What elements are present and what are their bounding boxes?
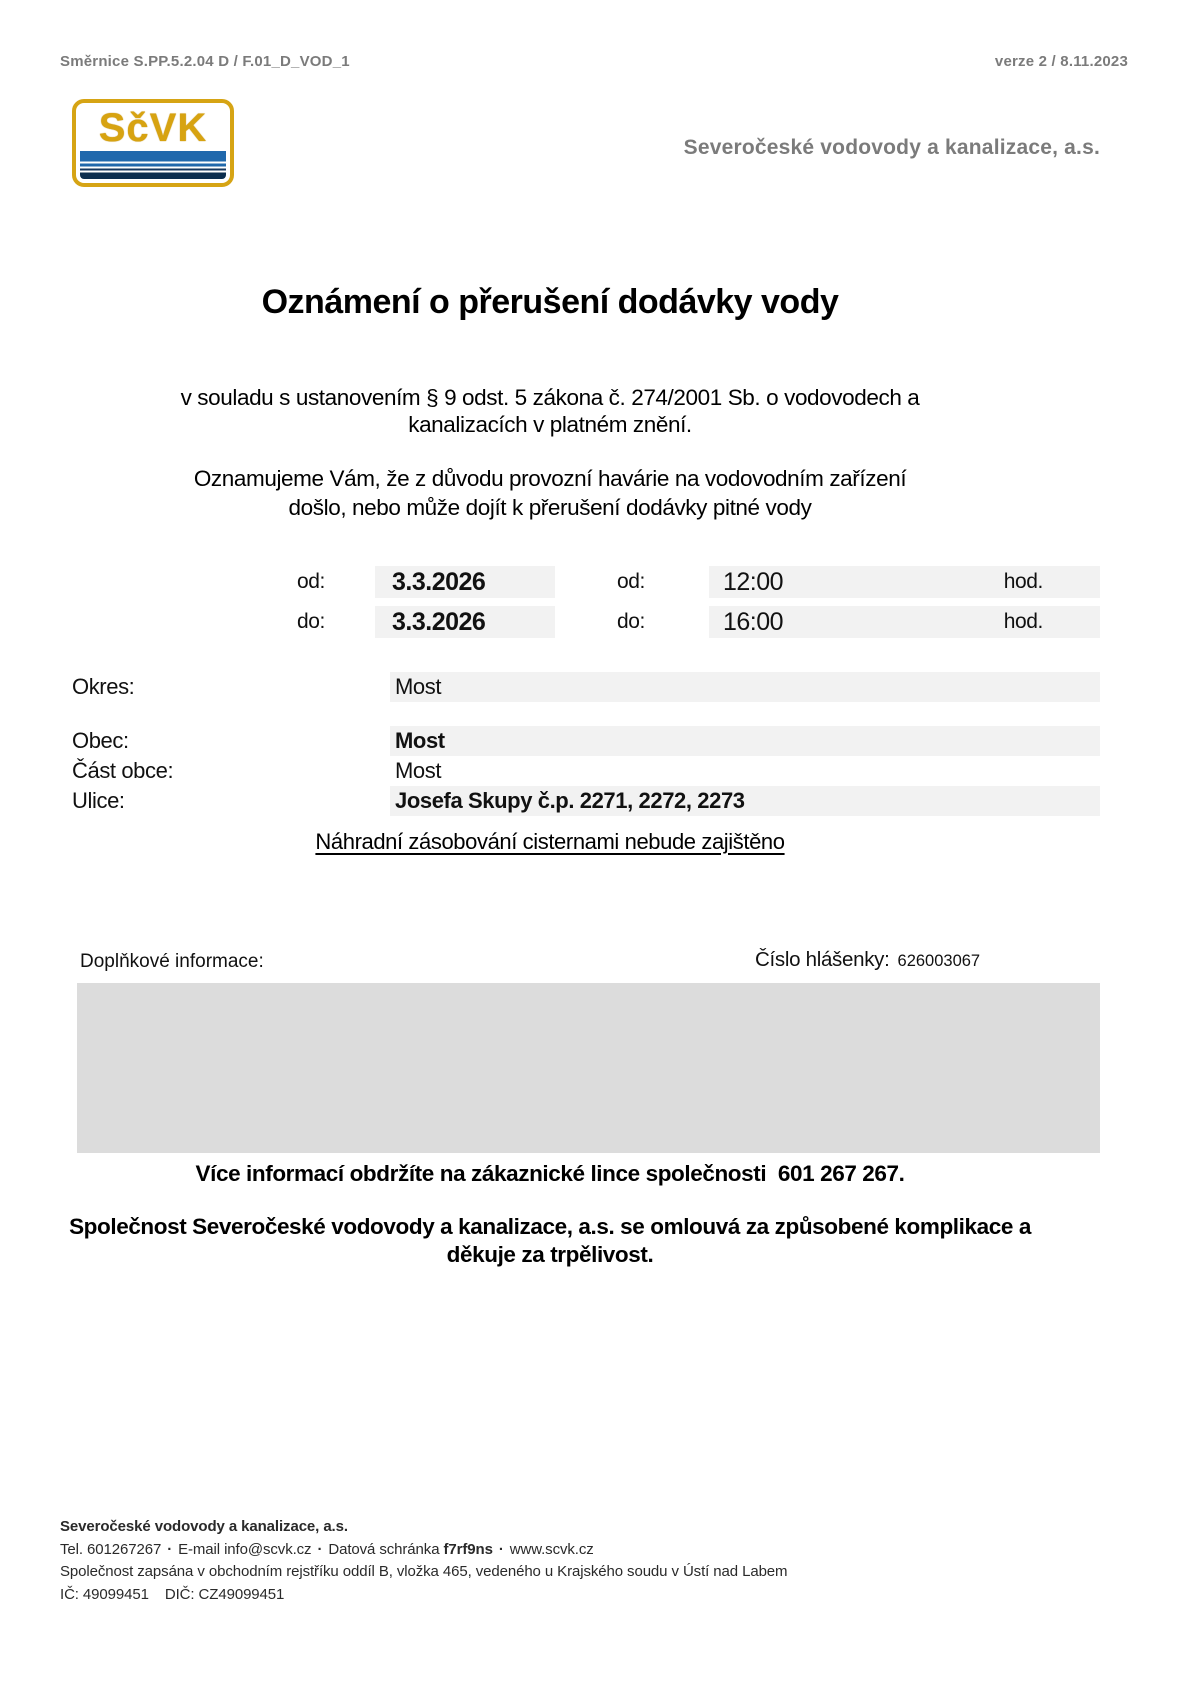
additional-info-label: Doplňkové informace: <box>80 951 264 972</box>
municipality-part-row <box>0 756 1190 786</box>
apology-text <box>0 1213 1100 1269</box>
customer-line-note: Více informací obdržíte na zákaznické lince společnosti 601 267 267. <box>195 1161 905 1186</box>
to-date-field: 3.3.2026 <box>375 606 555 638</box>
district-row <box>0 672 1190 702</box>
footer <box>60 1516 787 1606</box>
from-time-value: 12:00 <box>723 567 784 596</box>
to-time-label: do: <box>617 610 645 633</box>
footer-separator: · <box>317 1540 323 1558</box>
municipality-part-value: Most <box>395 758 442 783</box>
footer-ic: IČ: 49099451 <box>60 1585 149 1603</box>
legal-basis-line2: kanalizacích v platném znění. <box>408 412 692 437</box>
announcement-line2: došlo, nebo může dojít k přerušení dodávky pitné vody <box>288 495 812 520</box>
footer-email: E-mail info@scvk.cz <box>178 1540 312 1558</box>
from-date-field: 3.3.2026 <box>375 566 555 598</box>
municipality-part-label: Část obce: <box>72 758 174 783</box>
footer-contact-line <box>60 1539 787 1562</box>
version-info: verze 2 / 8.11.2023 <box>994 53 1128 70</box>
municipality-row <box>0 726 1190 756</box>
footer-tel: Tel. 601267267 <box>60 1540 162 1558</box>
footer-dic: DIČ: CZ49099451 <box>164 1585 285 1603</box>
footer-web: www.scvk.cz <box>509 1540 594 1558</box>
logo-water-stripes <box>80 151 226 179</box>
outage-to-row <box>0 606 1190 638</box>
additional-info-box <box>77 983 1100 1153</box>
footer-separator: · <box>167 1540 173 1558</box>
announcement-line1: Oznamujeme Vám, že z důvodu provozní havárie na vodovodním zařízení <box>193 466 907 491</box>
district-label: Okres: <box>72 674 135 699</box>
street-label: Ulice: <box>72 788 125 813</box>
municipality-label: Obec: <box>72 728 129 753</box>
apology-line2: děkuje za trpělivost. <box>446 1242 654 1267</box>
municipality-value: Most <box>390 726 1100 756</box>
directive-code: Směrnice S.PP.5.2.04 D / F.01_D_VOD_1 <box>60 53 350 70</box>
to-time-unit: hod. <box>1003 610 1043 633</box>
from-date-label: od: <box>297 570 325 593</box>
company-name: Severočeské vodovody a kanalizace, a.s. <box>683 136 1100 159</box>
report-number-value: 626003067 <box>897 952 981 970</box>
logo-wordmark: SčVK <box>98 106 208 150</box>
notice-title: Oznámení o přerušení dodávky vody <box>261 283 839 321</box>
legal-basis-line1: v souladu s ustanovením § 9 odst. 5 zákona č. 274/2001 Sb. o vodovodech a <box>180 385 920 410</box>
from-time-label: od: <box>617 570 645 593</box>
to-time-value: 16:00 <box>723 607 784 636</box>
street-value: Josefa Skupy č.p. 2271, 2272, 2273 <box>390 786 1100 816</box>
district-value: Most <box>390 672 1100 702</box>
street-row <box>0 786 1190 816</box>
apology-line1: Společnost Severočeské vodovody a kanalizace, a.s. se omlouvá za způsobené komplikace a <box>69 1214 1031 1239</box>
footer-ids-line <box>60 1584 787 1607</box>
from-time-unit: hod. <box>1003 570 1043 593</box>
substitute-supply-note: Náhradní zásobování cisternami nebude zajištěno <box>315 829 785 854</box>
announcement-text <box>0 464 1100 522</box>
report-number-group <box>755 948 980 972</box>
footer-separator: · <box>498 1540 504 1558</box>
company-logo <box>72 99 234 187</box>
legal-basis-text <box>0 384 1100 438</box>
outage-from-row <box>0 566 1190 598</box>
to-date-label: do: <box>297 610 325 633</box>
footer-databox-label: Datová schránka <box>328 1540 440 1558</box>
from-time-field <box>709 566 1100 598</box>
to-time-field <box>709 606 1100 638</box>
footer-databox-value: f7rf9ns <box>443 1540 493 1558</box>
footer-registry-line: Společnost zapsána v obchodním rejstříku oddíl B, vložka 465, vedeného u Krajského soudu v Ústí nad Labem <box>60 1563 788 1580</box>
report-number-label: Číslo hlášenky: <box>755 948 890 971</box>
footer-company: Severočeské vodovody a kanalizace, a.s. <box>60 1518 348 1535</box>
